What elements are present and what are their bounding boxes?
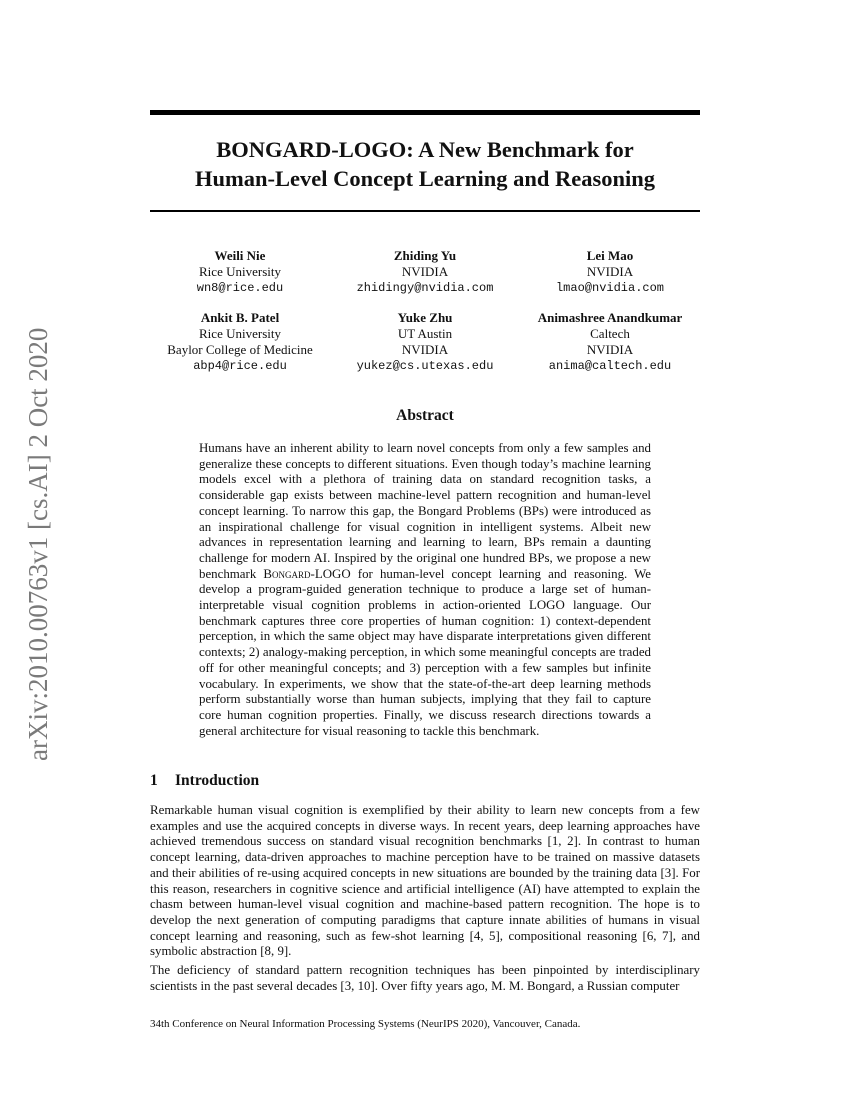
author-name: Zhiding Yu xyxy=(393,248,457,263)
author-email[interactable]: wn8@rice.edu xyxy=(196,281,284,295)
author-row-2 xyxy=(150,310,700,374)
author-email[interactable]: yukez@cs.utexas.edu xyxy=(356,359,494,373)
section-title: Introduction xyxy=(175,772,260,789)
title-line-1 xyxy=(150,135,700,164)
title-bongard-initial: B xyxy=(216,137,232,162)
abstract-text-after: for human-level concept learning and reasoning. We develop a program-guided generation technique to produce a large set of human-interpretable visual cognition problems in action-oriented LOGO language. Our benchmark captures three core properties of human cognition: 1) context-dependent perception, in which the same object may have disparate interpretations given different contexts; 2) analogy-making perception, in which some meaningful concepts are traded off for other meaningful concepts; and 3) perception with a few samples but infinite vocabulary. In experiments, we show that the state-of-the-art deep learning methods perform substantially worse than human subjects, implying that they fail to capture core human cognition properties. Finally, we discuss research directions towards a general architecture for visual reasoning to tackle this benchmark. xyxy=(199,566,651,738)
author-name: Ankit B. Patel xyxy=(200,310,280,325)
author-affiliation-2: NVIDIA xyxy=(586,342,634,357)
author-anima-anandkumar xyxy=(520,310,700,374)
author-name: Lei Mao xyxy=(586,248,634,263)
author-affiliation: Rice University xyxy=(199,326,281,341)
author-ankit-patel xyxy=(150,310,330,374)
title-line-2: Human-Level Concept Learning and Reasoning xyxy=(194,166,656,191)
author-email[interactable]: anima@caltech.edu xyxy=(548,359,672,373)
author-email[interactable]: abp4@rice.edu xyxy=(193,359,287,373)
author-zhiding-yu xyxy=(335,248,515,296)
title-rule-top xyxy=(150,110,700,115)
author-affiliation: Caltech xyxy=(590,326,630,341)
title-logo: -LOGO xyxy=(331,137,407,162)
author-affiliation: Rice University xyxy=(199,264,281,279)
author-row-1 xyxy=(150,248,700,296)
intro-paragraph-2: The deficiency of standard pattern recognition techniques has been pinpointed by interdisciplinary scientists in the past several decades [3, 10]. Over fifty years ago, M. M. Bongard, a Russian computer xyxy=(150,963,700,993)
author-affiliation: NVIDIA xyxy=(401,264,449,279)
author-weili-nie xyxy=(150,248,330,296)
paper-title xyxy=(150,135,700,193)
author-name: Animashree Anandkumar xyxy=(537,310,683,325)
author-lei-mao xyxy=(520,248,700,296)
title-line1-rest: : A New Benchmark for xyxy=(406,137,634,162)
abstract-heading: Abstract xyxy=(396,407,454,424)
author-yuke-zhu xyxy=(335,310,515,374)
section-number: 1 xyxy=(150,772,158,789)
abstract-body xyxy=(199,441,651,739)
conference-footnote: 34th Conference on Neural Information Processing Systems (NeurIPS 2020), Vancouver, Canada. xyxy=(150,1018,581,1030)
arxiv-stamp: arXiv:2010.00763v1 [cs.AI] 2 Oct 2020 xyxy=(23,327,53,761)
author-affiliation-2: Baylor College of Medicine xyxy=(167,342,313,357)
intro-paragraph-1: Remarkable human visual cognition is exemplified by their ability to learn new concepts from a few examples and use the acquired concepts in diverse ways. In recent years, deep learning approaches have achieved tremendous success on standard visual recognition benchmarks [1, 2]. In contrast to human concept learning, data-driven approaches to machine perception have to be trained on massive datasets and their abilities of re-using acquired concepts in new situations are bounded by the training data [3]. For this reason, researchers in cognitive science and artificial intelligence (AI) have attempted to explain the chasm between human-level visual cognition and machine-based pattern recognition. The hope is to develop the next generation of computing paradigms that capture innate abilities of humans in visual concept learning and reasoning, such as few-shot learning [4, 5], compositional reasoning [6, 7], and symbolic abstraction [8, 9]. xyxy=(150,803,700,959)
section-heading-introduction xyxy=(150,772,259,790)
author-affiliation: UT Austin xyxy=(397,326,453,341)
author-name: Yuke Zhu xyxy=(397,310,453,325)
author-email[interactable]: lmao@nvidia.com xyxy=(555,281,665,295)
abstract-benchmark-suffix: -LOGO xyxy=(310,566,351,581)
author-name: Weili Nie xyxy=(214,248,266,263)
author-email[interactable]: zhidingy@nvidia.com xyxy=(356,281,494,295)
author-affiliation-2: NVIDIA xyxy=(401,342,449,357)
author-block xyxy=(150,248,700,388)
author-affiliation: NVIDIA xyxy=(586,264,634,279)
abstract-benchmark-name: Bongard xyxy=(263,566,311,581)
abstract-text-before: Humans have an inherent ability to learn novel concepts from only a few samples and generalize these concepts to different situations. Even though today’s machine learning models excel with a plethora of training data on standard recognition tasks, a considerable gap exists between machine-level pattern recognition and human-level concept learning. To narrow this gap, the Bongard Problems (BPs) were introduced as an inspirational challenge for visual cognition in intelligent systems. Albeit new advances in representation learning and learning to learn, BPs remain a daunting challenge for modern AI. Inspired by the original one hundred BPs, we propose a new benchmark xyxy=(199,441,651,581)
title-rule-bottom xyxy=(150,210,700,212)
title-bongard-smallcaps: ONGARD xyxy=(231,137,332,162)
